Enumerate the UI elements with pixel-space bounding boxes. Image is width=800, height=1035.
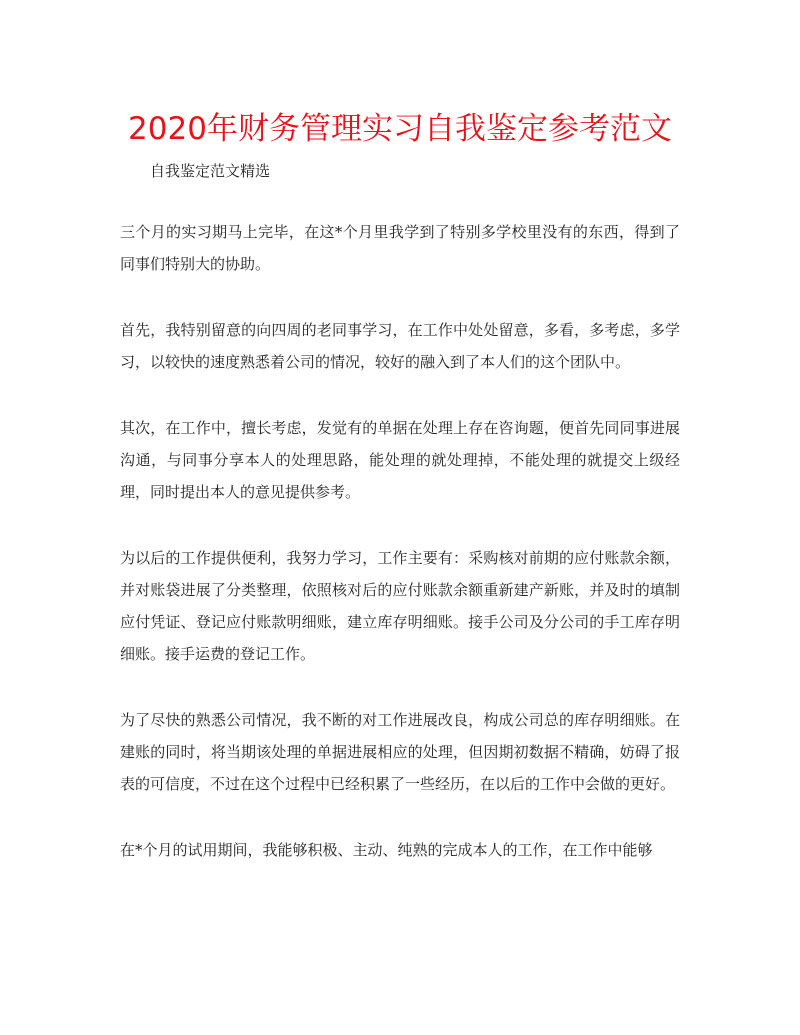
paragraph: 其次，在工作中，擅长考虑，发觉有的单据在处理上存在咨询题，便首先同同事进展沟通，与同事分享本人的处理思路，能处理的就处理掉，不能处理的就提交上级经理，同时提出本人的意见提供参考。 bbox=[120, 419, 680, 501]
paragraph: 首先，我特别留意的向四周的老同事学习，在工作中处处留意，多看，多考虑，多学习，以较快的速度熟悉着公司的情况，较好的融入到了本人们的这个团队中。 bbox=[120, 321, 680, 371]
paragraph: 三个月的实习期马上完毕，在这*个月里我学到了特别多学校里没有的东西，得到了同事们特别大的协助。 bbox=[120, 223, 680, 273]
document-subtitle: 自我鉴定范文精选 bbox=[150, 162, 271, 180]
paragraph: 为以后的工作提供便利，我努力学习，工作主要有：采购核对前期的应付账款余额，并对账袋进展了分类整理，依照核对后的应付账款余额重新建产新账，并及时的填制应付凭证、登记应付账款明细账，建立库存明细账。接手公司及分公司的手工库存明细账。接手运费的登记工作。 bbox=[120, 549, 680, 663]
paragraph: 在*个月的试用期间，我能够积极、主动、纯熟的完成本人的工作，在工作中能够 bbox=[120, 841, 653, 859]
document-title: 2020年财务管理实习自我鉴定参考范文 bbox=[128, 111, 672, 147]
paragraph: 为了尽快的熟悉公司情况，我不断的对工作进展改良，构成公司总的库存明细账。在建账的同时，将当期该处理的单据进展相应的处理，但因期初数据不精确，妨碍了报表的可信度，不过在这个过程中已经积累了一些经历，在以后的工作中会做的更好。 bbox=[120, 711, 680, 793]
document-body bbox=[120, 216, 680, 900]
